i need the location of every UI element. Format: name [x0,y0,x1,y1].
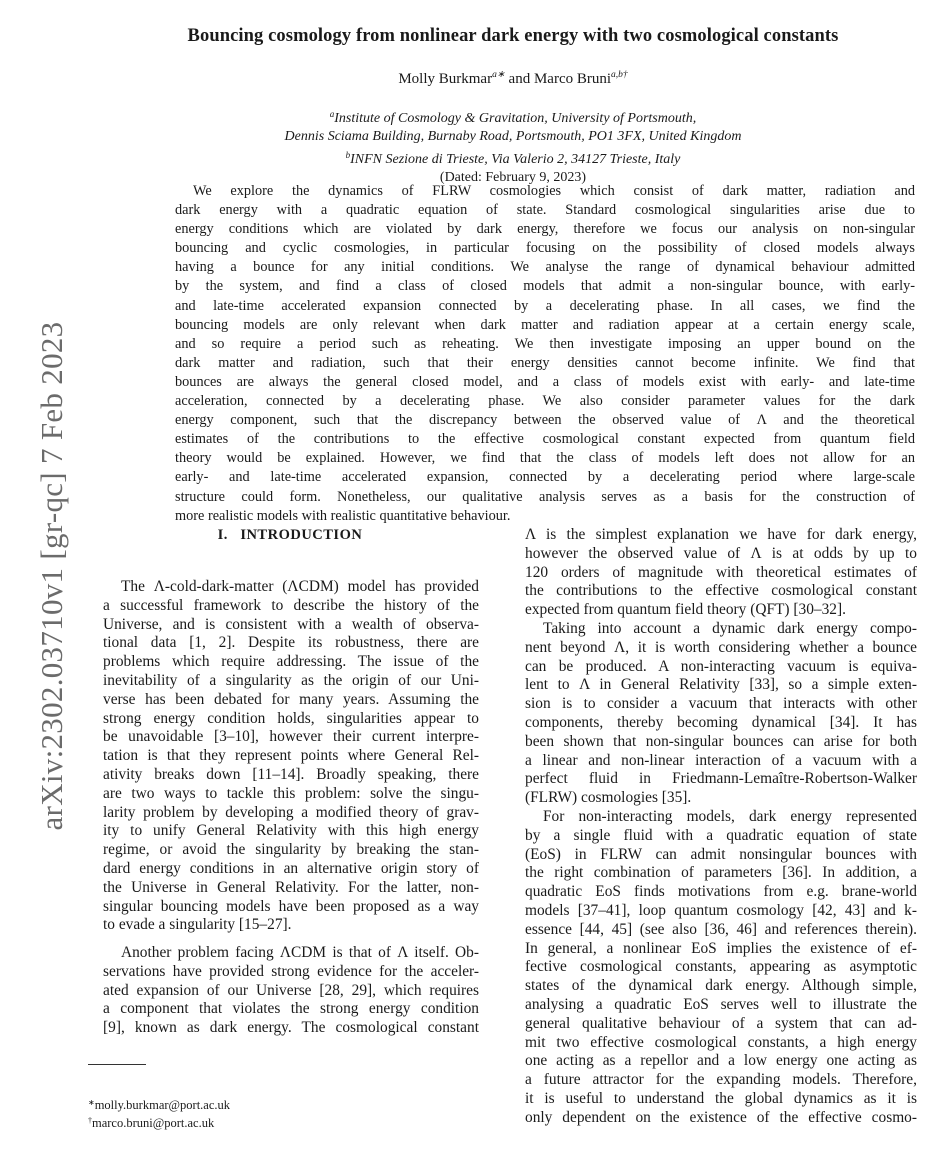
text-line: bounces are always the general closed model, and a class of models exist with early- and late-time [175,373,915,390]
affiliation-text: Institute of Cosmology & Gravitation, University of Portsmouth, [334,111,697,126]
text-line: having a bounce for any initial conditions. We analyse the range of dynamical behaviour admitted [175,259,915,276]
text-line: energy conditions which are violated by dark energy, therefore we focus our analysis on non-singular [175,221,915,238]
text-line: states of the dynamical dark energy. Although simple, [525,977,917,995]
text-line: a component that violates the strong energy condition [103,1000,479,1018]
text-line: the contributions to the effective cosmological constant [525,582,917,600]
affiliation-text: INFN Sezione di Trieste, Via Valerio 2, 34127 Trieste, Italy [350,152,681,167]
author-list [80,69,946,88]
intro-paragraph-2 [103,944,479,1038]
footnote-mark: † [88,1116,92,1125]
text-line: quadratic EoS finds motivations from e.g. brane-world [525,883,917,901]
affiliation-line: Dennis Sciama Building, Burnaby Road, Portsmouth, PO1 3FX, United Kingdom [284,129,742,144]
intro-right-column [525,526,917,1128]
footnote [88,1113,468,1131]
text-line: Taking into account a dynamic dark energy compo- [543,619,917,637]
text-line: structure could form. Nonetheless, our qualitative analysis serves as a basis for the construction of [175,488,915,505]
text-line: Λ is the simplest explanation we have for dark energy, [525,526,917,543]
text-line: (EoS) in FLRW can admit nonsingular bounces with [525,845,917,863]
text-line: ity to unify General Relativity with this high energy [103,822,479,840]
text-line: the Universe in General Relativity. For the latter, non- [103,878,479,896]
text-line: can be produced. A non-interacting vacuum is equiva- [525,657,917,675]
text-line: theory would be explained. However, we find that the class of models left does not allow for an [175,450,915,467]
text-line: dark matter and radiation, such that their energy densities cannot become infinite. We find that [175,354,915,371]
affiliation-mark: b [345,150,351,160]
text-line: been shown that non-singular bounces can arise for both [525,732,917,750]
text-line: tional data [1, 2]. Despite its robustness, there are [103,634,479,652]
text-line: essence [44, 45] (see also [36, 46] and references therein). [525,920,917,938]
footnote [88,1095,468,1113]
text-line: The Λ-cold-dark-matter (ΛCDM) model has provided [121,578,479,595]
text-line: [9], known as dark energy. The cosmological constant [103,1019,479,1037]
text-line: For non-interacting models, dark energy represented [543,807,917,825]
author-affiliation-mark: a∗ [492,70,505,80]
arxiv-identifier-stamp: arXiv:2302.03710v1 [gr-qc] 7 Feb 2023 [34,321,69,831]
text-line: one acting as a repellor and a low energy one acting as [525,1052,917,1070]
text-line: and so require a period such as reheating. We then investigate imposing an upper bound on the [175,335,915,352]
text-line: In general, a nonlinear EoS implies the existence of ef- [525,939,917,957]
text-line: general qualitative behaviour of a system that can ad- [525,1014,917,1032]
author-joiner: and [508,71,531,87]
text-line: a future attractor for the expanding models. Therefore, [525,1071,917,1089]
text-line: expected from quantum field theory (QFT) [30–32]. [525,601,846,619]
text-line: energy component, such that the discrepancy between the observed value of Λ and the theoretical [175,412,915,429]
affiliation-mark: a [329,109,335,119]
text-line: models [37–41], loop quantum cosmology [42, 43] and k- [525,901,917,919]
text-line: Another problem facing ΛCDM is that of Λ itself. Ob- [121,944,479,961]
paper-title: Bouncing cosmology from nonlinear dark energy with two cosmological constants [187,26,839,46]
section-number: I. [217,527,228,543]
section-title: INTRODUCTION [240,527,363,543]
text-line: bouncing and cyclic cosmologies, in particular focusing on the possibility of closed models always [175,240,915,257]
affiliation-line [80,146,946,169]
text-line: singular bouncing models have been proposed as a way [103,897,479,915]
text-line: mit two effective cosmological constants, a high energy [525,1033,917,1051]
text-line: and late-time accelerated expansion connected by a decelerating phase. In all cases, we find the [175,297,915,314]
footnote-rule [88,1064,146,1065]
text-line: by a single fluid with a quadratic equation of state [525,826,917,844]
text-line: only dependent on the existence of the effective cosmo- [525,1108,917,1126]
text-line: dard energy conditions in an alternative origin story of [103,859,479,877]
text-line: however the observed value of Λ is at odds by up to [525,544,917,562]
dated-line: (Dated: February 9, 2023) [439,170,587,185]
text-line: are two ways to tackle this problem: solve the singu- [103,784,479,802]
text-line: estimates of the contributions to the effective cosmological constant expected from quantum field [175,431,915,448]
author-name: Marco Bruni [533,71,612,87]
text-line: sion is to consider a vacuum that interacts with other [525,695,917,713]
text-line: (FLRW) cosmologies [35]. [525,789,692,807]
text-line: it is useful to understand the global dynamics as it is [525,1089,917,1107]
author-affiliation-mark: a,b† [611,70,628,80]
abstract [175,182,915,526]
text-line: analysing a quadratic EoS serves well to illustrate the [525,995,917,1013]
text-line: larity problem by developing a modified theory of grav- [103,803,479,821]
text-line: tation is that they represent points where General Rel- [103,747,479,765]
text-line: a linear and non-linear interaction of a vacuum with a [525,751,917,769]
text-line: ativity breaks down [11–14]. Broadly speaking, there [103,765,479,783]
text-line: fective cosmological constants, appearing as asymptotic [525,958,917,976]
text-line: dark energy with a quadratic equation of state. Standard cosmological singularities arise due to [175,202,915,219]
text-line: components, thereby becoming dynamical [34]. It has [525,713,917,731]
affiliations [80,105,946,187]
intro-paragraph-1 [103,578,479,935]
text-line: servations have provided strong evidence for the acceler- [103,962,479,980]
text-line: regime, or avoid the singularity by breaking the stan- [103,841,479,859]
text-line: by the system, and find a class of closed models that admit a non-singular bounce, with early- [175,278,915,295]
text-line: inevitability of a singularity as the origin of our Uni- [103,671,479,689]
email-link[interactable]: marco.bruni@port.ac.uk [92,1116,215,1130]
footnote-mark: ∗ [88,1098,95,1107]
text-line: lent to Λ in General Relativity [33], so a simple exten- [525,676,917,694]
text-line: to evade a singularity [15–27]. [103,916,292,934]
email-link[interactable]: molly.burkmar@port.ac.uk [94,1098,231,1112]
text-line: early- and late-time accelerated expansion, connected by a decelerating period where large-scale [175,469,915,486]
section-heading-introduction [90,527,490,544]
text-line: verse has been debated for many years. Assuming the [103,690,479,708]
text-line: more realistic models with realistic quantitative behaviour. [175,507,511,524]
text-line: perfect fluid in Friedmann-Lemaître-Robertson-Walker [525,770,917,788]
text-line: the right combination of parameters [36]. In addition, a [525,864,917,882]
author-name: Molly Burkmar [398,71,493,87]
text-line: 120 orders of magnitude with theoretical estimates of [525,563,917,581]
text-line: bouncing models are only relevant when dark matter and radiation appear at a certain energy scale, [175,316,915,333]
affiliation-line [80,105,946,128]
text-line: Universe, and is consistent with a wealth of observa- [103,615,479,633]
footnotes [88,1095,468,1131]
text-line: strong energy condition holds, singularities appear to [103,709,479,727]
text-line: ated expansion of our Universe [28, 29], which requires [103,981,479,999]
text-line: a successful framework to describe the history of the [103,596,479,614]
text-line: nent beyond Λ, it is worth considering whether a bounce [525,638,917,656]
text-line: be unavoidable [3–10], however their current interpre- [103,728,479,746]
text-line: problems which require addressing. The issue of the [103,653,479,671]
text-line: acceleration, connected by a decelerating phase. We also consider parameter values for the dark [175,393,915,410]
text-line: We explore the dynamics of FLRW cosmologies which consist of dark matter, radiation and [193,183,915,199]
